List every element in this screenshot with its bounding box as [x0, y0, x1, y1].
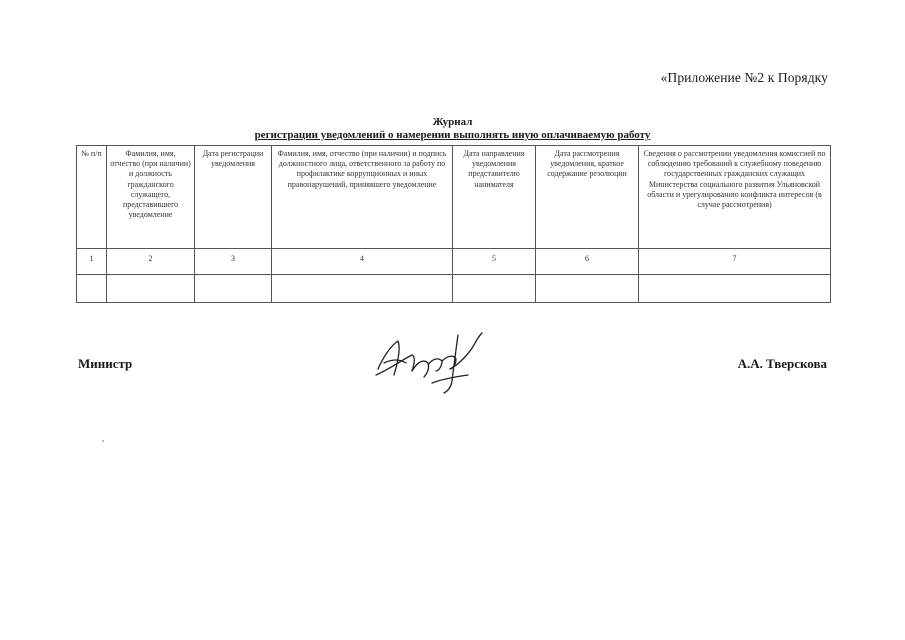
header-cell-review-date: Дата рассмотрения уведомления, краткое содержание резолюции: [536, 146, 639, 249]
column-number: 3: [195, 249, 272, 275]
appendix-label: «Приложение №2 к Порядку: [660, 70, 828, 85]
signature-image: [372, 325, 487, 397]
header-cell-responsible-official: Фамилия, имя, отчество (при наличии) и подпись должностного лица, ответственного за работу по профилактике коррупционных и иных правонарушений, принявшего уведомление: [272, 146, 453, 249]
header-cell-number: № п/п: [77, 146, 107, 249]
column-number: 5: [453, 249, 536, 275]
signer-name: А.А. Тверскова: [737, 356, 827, 371]
empty-cell: [639, 275, 831, 303]
column-number: 1: [77, 249, 107, 275]
empty-cell: [195, 275, 272, 303]
empty-cell: [107, 275, 195, 303]
column-number: 2: [107, 249, 195, 275]
table-empty-row: [77, 275, 831, 303]
empty-cell: [536, 275, 639, 303]
scan-speck: [102, 440, 104, 442]
column-number: 4: [272, 249, 453, 275]
empty-cell: [77, 275, 107, 303]
journal-title-line1: Журнал: [432, 116, 473, 128]
registration-table: [76, 145, 831, 303]
header-cell-commission-info: Сведения о рассмотрении уведомления комиссией по соблюдению требований к служебному поведению государственных гражданских служащих Министерства социального развития Ульяновской области и урегулированию конфликта интересов (в случае рассмотрения): [639, 146, 831, 249]
column-number: 6: [536, 249, 639, 275]
table-number-row: [77, 249, 831, 275]
table-header-row: [77, 146, 831, 249]
journal-title-line2: регистрации уведомлений о намерении выполнять иную оплачиваемую работу: [254, 129, 651, 141]
journal-title: [0, 116, 905, 142]
column-number: 7: [639, 249, 831, 275]
header-cell-employee: Фамилия, имя, отчество (при наличии) и должность гражданского служащего, представившего уведомление: [107, 146, 195, 249]
empty-cell: [453, 275, 536, 303]
header-cell-sent-date: Дата направления уведомления представителю нанимателя: [453, 146, 536, 249]
empty-cell: [272, 275, 453, 303]
header-cell-registration-date: Дата регистрации уведомления: [195, 146, 272, 249]
signer-position: Министр: [78, 356, 133, 371]
